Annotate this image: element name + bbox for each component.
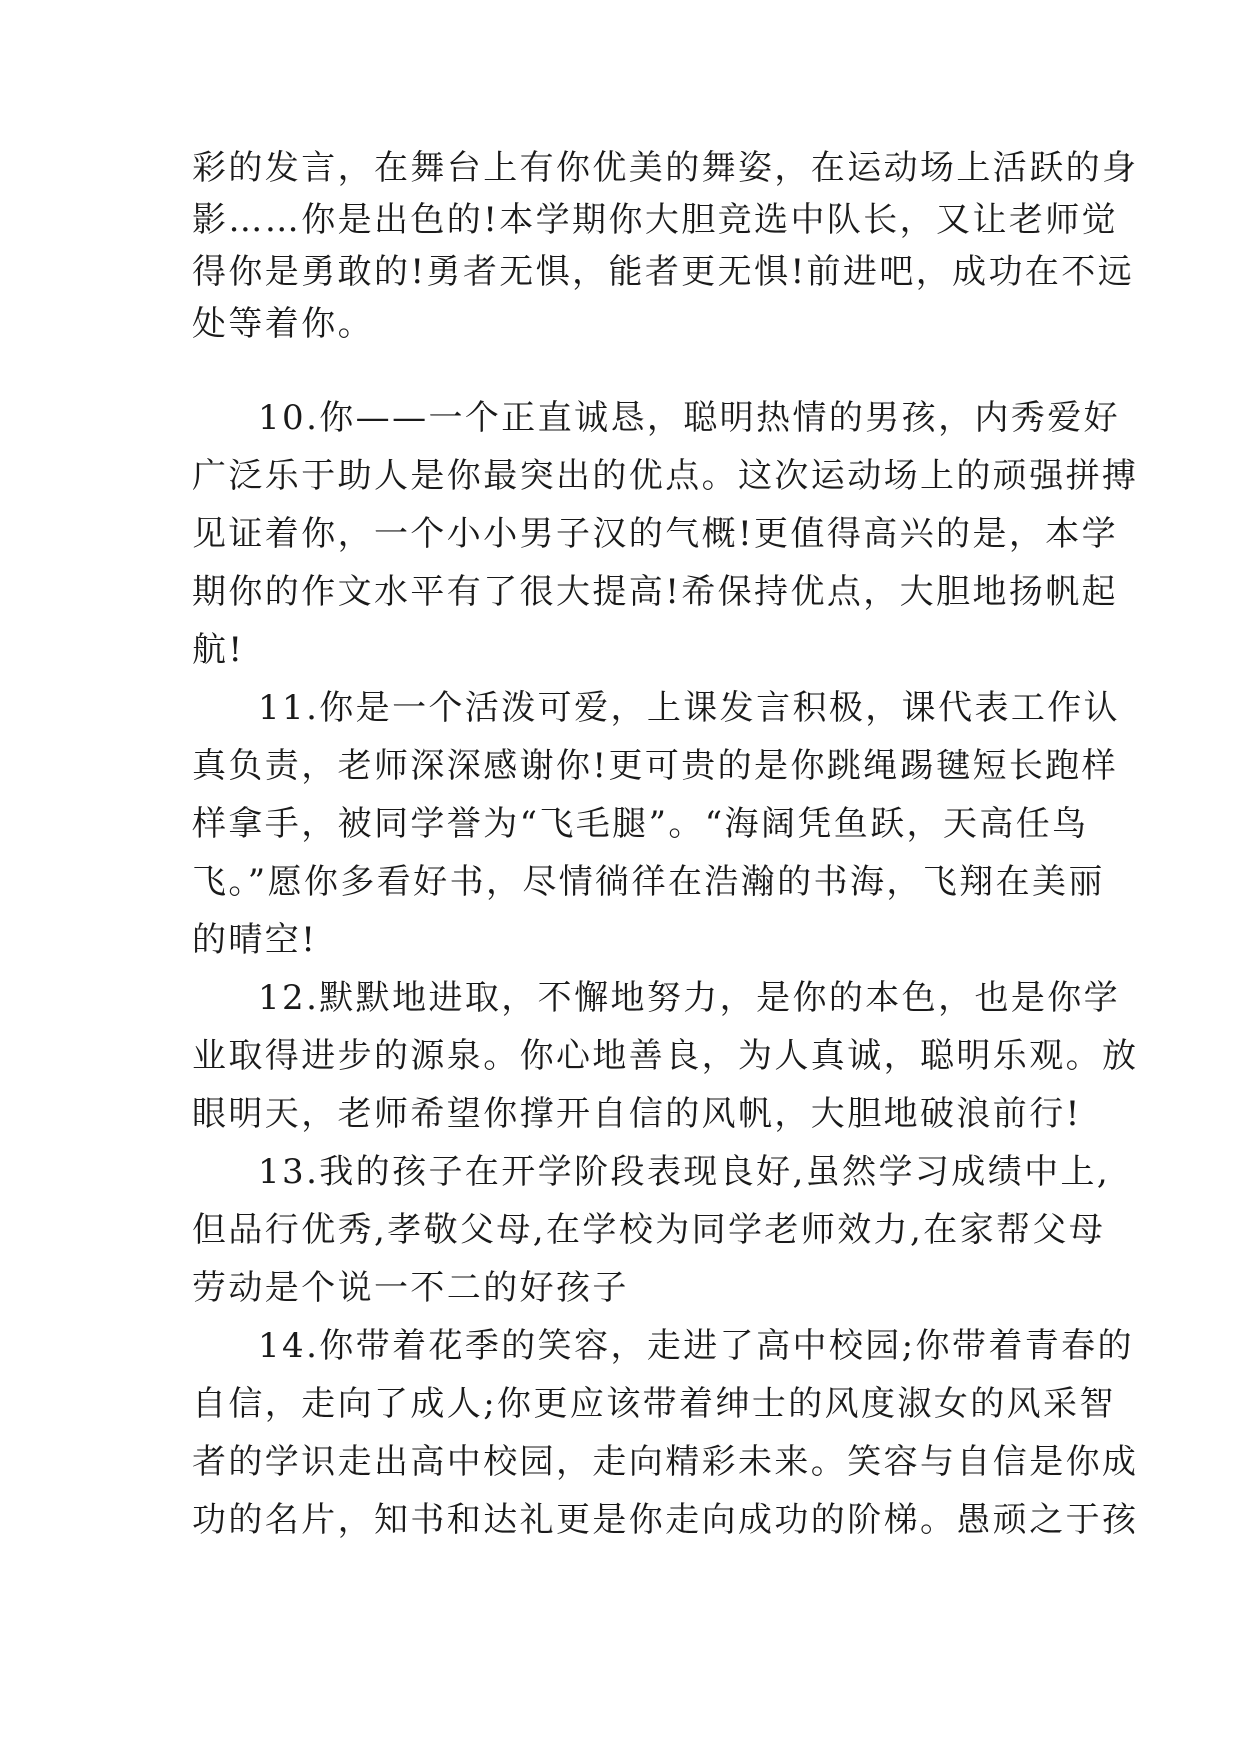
text-line: 航! bbox=[192, 630, 245, 670]
text-line: 真负责，老师深深感谢你!更可贵的是你跳绳踢毽短长跑样 bbox=[192, 746, 1119, 786]
text-line: 彩的发言，在舞台上有你优美的舞姿，在运动场上活跃的身 bbox=[192, 148, 1139, 188]
text-line: 劳动是个说一不二的好孩子 bbox=[192, 1268, 629, 1308]
text-line: 功的名片，知书和达礼更是你走向成功的阶梯。愚顽之于孩 bbox=[192, 1500, 1139, 1540]
text-line: 10.你——一个正直诚恳，聪明热情的男孩，内秀爱好 bbox=[258, 398, 1121, 438]
text-line: 期你的作文水平有了很大提高!希保持优点，大胆地扬帆起 bbox=[192, 572, 1119, 612]
text-line: 广泛乐于助人是你最突出的优点。这次运动场上的顽强拼搏 bbox=[192, 456, 1139, 496]
text-line: 飞。”愿你多看好书，尽情徜徉在浩瀚的书海，飞翔在美丽 bbox=[192, 862, 1105, 902]
text-line: 处等着你。 bbox=[192, 304, 374, 344]
text-line: 眼明天，老师希望你撑开自信的风帆，大胆地破浪前行! bbox=[192, 1094, 1082, 1134]
text-line: 样拿手，被同学誉为“飞毛腿”。“海阔凭鱼跃，天高任鸟 bbox=[192, 804, 1089, 844]
text-line: 14.你带着花季的笑容，走进了高中校园;你带着青春的 bbox=[258, 1326, 1134, 1366]
text-line: 的晴空! bbox=[192, 920, 318, 960]
text-line: 得你是勇敢的!勇者无惧，能者更无惧!前进吧，成功在不远 bbox=[192, 252, 1135, 292]
text-line: 业取得进步的源泉。你心地善良，为人真诚，聪明乐观。放 bbox=[192, 1036, 1139, 1076]
text-line: 自信，走向了成人;你更应该带着绅士的风度淑女的风采智 bbox=[192, 1384, 1116, 1424]
text-line: 13.我的孩子在开学阶段表现良好,虽然学习成绩中上, bbox=[258, 1152, 1111, 1192]
text-line: 影……你是出色的!本学期你大胆竞选中队长，又让老师觉 bbox=[192, 200, 1119, 240]
text-line: 但品行优秀,孝敬父母,在学校为同学老师效力,在家帮父母 bbox=[192, 1210, 1106, 1250]
text-line: 者的学识走出高中校园，走向精彩未来。笑容与自信是你成 bbox=[192, 1442, 1139, 1482]
text-line: 11.你是一个活泼可爱，上课发言积极，课代表工作认 bbox=[258, 688, 1121, 728]
text-line: 12.默默地进取，不懈地努力，是你的本色，也是你学 bbox=[258, 978, 1121, 1018]
text-line: 见证着你，一个小小男子汉的气概!更值得高兴的是，本学 bbox=[192, 514, 1119, 554]
